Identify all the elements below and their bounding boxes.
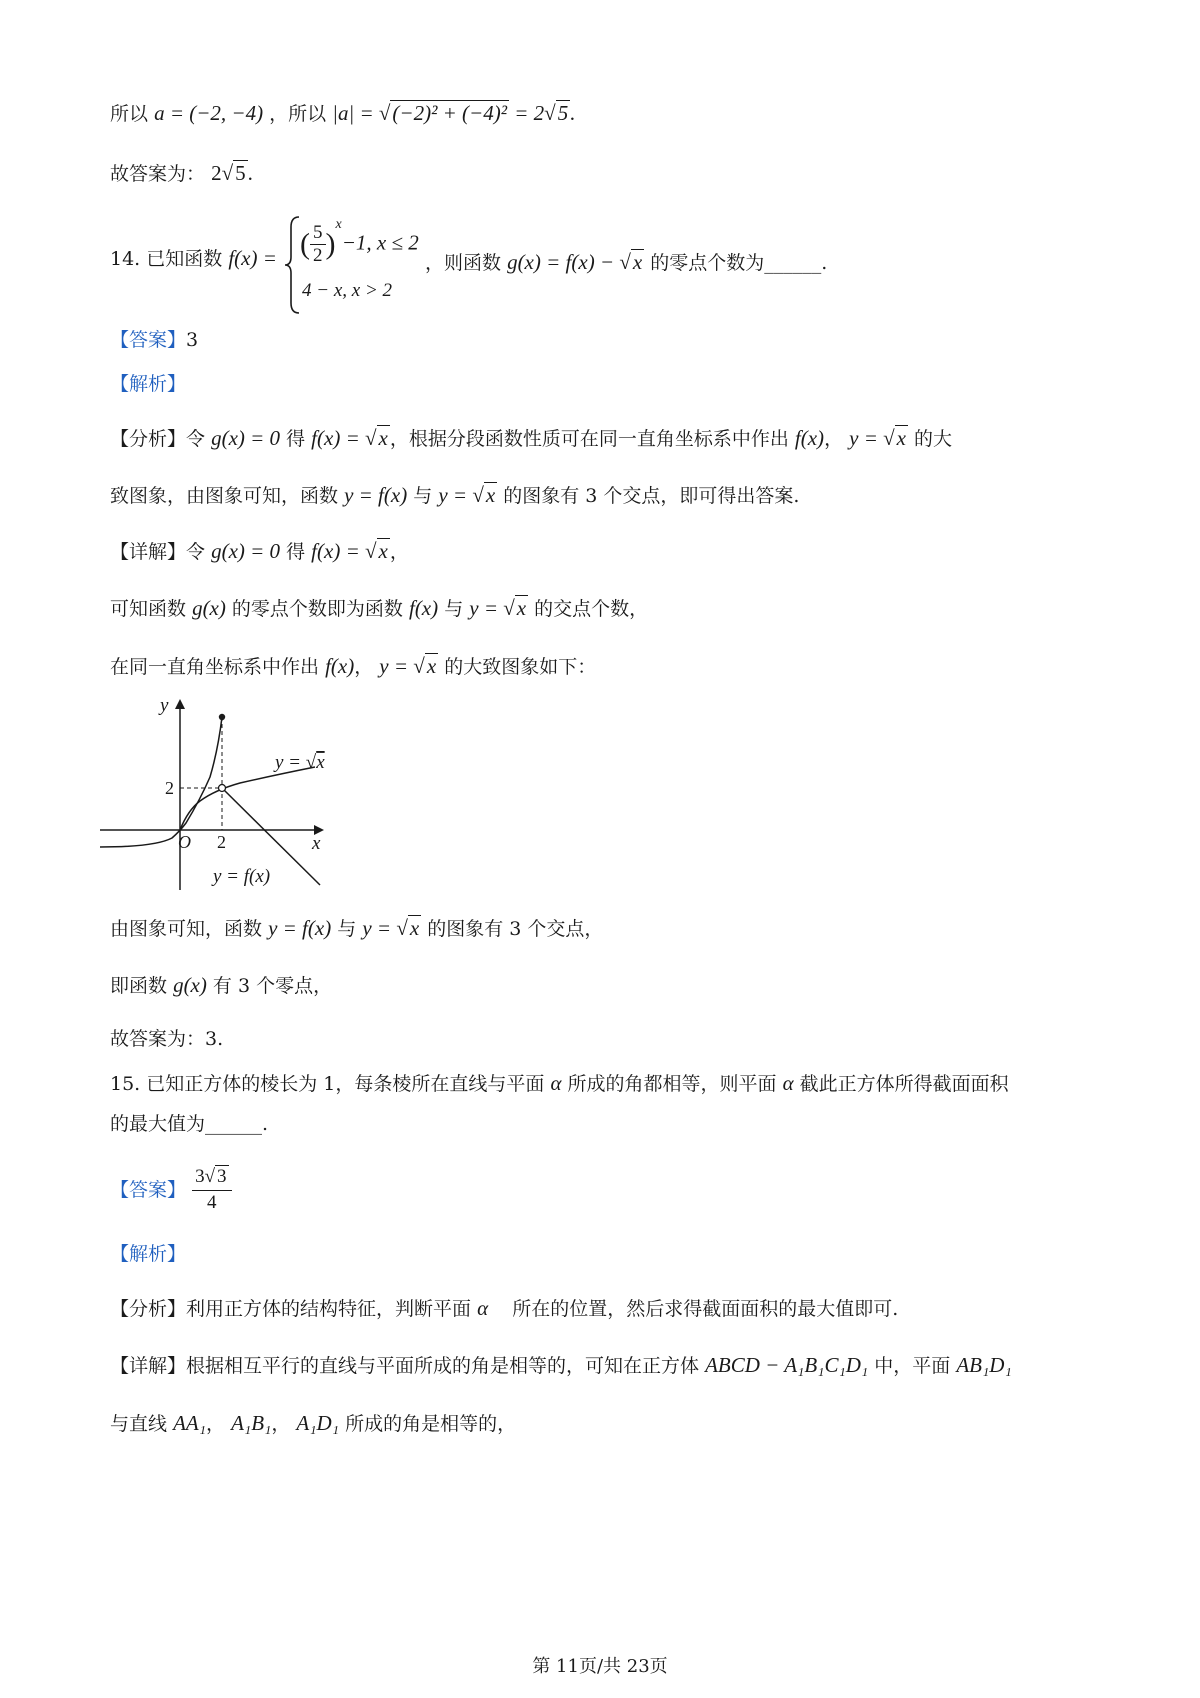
line-answer-prev (110, 160, 253, 187)
question-14-rest: ，则函数 g(x) = f(x) − √x 的零点个数为______. (425, 250, 828, 274)
detail-14-line3: 在同一直角坐标系中作出 f(x)， y = √x 的大致图象如下： (110, 654, 597, 678)
text: 所以 (110, 103, 149, 125)
label-sqrt-curve: y = √x (275, 752, 325, 773)
analysis-14-line1: 【分析】令 g(x) = 0 得 f(x) = √x ，根据分段函数性质可在同一直角坐标系中作出 f(x)， y = √x 的大 (110, 426, 953, 450)
fx-label: f(x) = (228, 246, 277, 270)
fraction-5-2: $\frac{5}{2}$ (310, 222, 326, 267)
piecewise-case-2: 4 − x, x > 2 (302, 280, 393, 301)
detail-15-line1: 【详解】根据相互平行的直线与平面所成的角是相等的，可知在正方体 ABCD − A₁B₁C₁D₁ 中，平面 AB₁D₁ (110, 1353, 1012, 1377)
answer-value: 3 (186, 329, 199, 351)
y-axis-arrow (175, 699, 185, 709)
fraction-answer: $\frac{3√ 3}{4}$ (192, 1165, 231, 1215)
text: 故答案为： (110, 163, 206, 185)
curve-f-exponential (100, 717, 222, 847)
magnitude-expr: |a| = √(−2)² + (−4)² = 2√5. (332, 101, 576, 125)
answer-tag: 【答案】 (110, 329, 187, 351)
analysis-tag-14: 【解析】 (110, 373, 187, 395)
answer-14 (110, 328, 198, 353)
line-vector-magnitude (110, 100, 575, 127)
conclusion-14-line1: 由图象可知，函数 y = f(x) 与 y = √x 的图象有 3 个交点， (110, 916, 604, 940)
vector-a-expr: a = (−2, −4) (154, 101, 264, 125)
label-y-axis: y (160, 695, 169, 716)
question-14 (110, 245, 277, 272)
answer-tag: 【答案】 (110, 1178, 187, 1201)
label-tick-y: 2 (165, 778, 174, 798)
question-15-line1: 15. 已知正方体的棱长为 1，每条棱所在直线与平面 α 所成的角都相等，则平面 α 截此正方体所得截面面积 (110, 1071, 1009, 1095)
label-tick-x: 2 (217, 832, 226, 852)
piecewise-case-1: ( $\frac{5}{2}$ )$^x$−1, x ≤ 2 (300, 217, 419, 266)
conclusion-14-line3: 故答案为：3. (110, 1028, 224, 1050)
detail-14-line2: 可知函数 g(x) 的零点个数即为函数 f(x) 与 y = √x 的交点个数， (110, 596, 649, 620)
page-footer: 第 11页/共 23页 (532, 1656, 668, 1677)
function-graph (100, 695, 360, 895)
question-15-line2: 的最大值为______. (110, 1113, 269, 1135)
label-x-axis: x (312, 833, 321, 854)
analysis-tag-15: 【解析】 (110, 1243, 187, 1265)
question-number: 14. 已知函数 (110, 248, 223, 270)
endpoint-closed (219, 714, 225, 720)
detail-14-line1: 【详解】令 g(x) = 0 得 f(x) = √x ， (110, 539, 409, 563)
text: ，所以 (269, 103, 327, 125)
answer-15 (110, 1165, 232, 1215)
detail-15-line2: 与直线 AA₁， A₁B₁， A₁D₁ 所成的角是相等的， (110, 1411, 517, 1435)
endpoint-open (219, 785, 226, 792)
label-origin: O (178, 832, 191, 852)
answer-value: 2√5. (211, 161, 253, 185)
analysis-15: 【分析】利用正方体的结构特征，判断平面 α 所在的位置，然后求得截面面积的最大值即可. (110, 1296, 899, 1320)
label-f-curve: y = f(x) (213, 866, 271, 887)
conclusion-14-line2: 即函数 g(x) 有 3 个零点， (110, 973, 333, 997)
analysis-14-line2: 致图象，由图象可知，函数 y = f(x) 与 y = √x 的图象有 3 个交点，即可得出答案. (110, 483, 800, 507)
